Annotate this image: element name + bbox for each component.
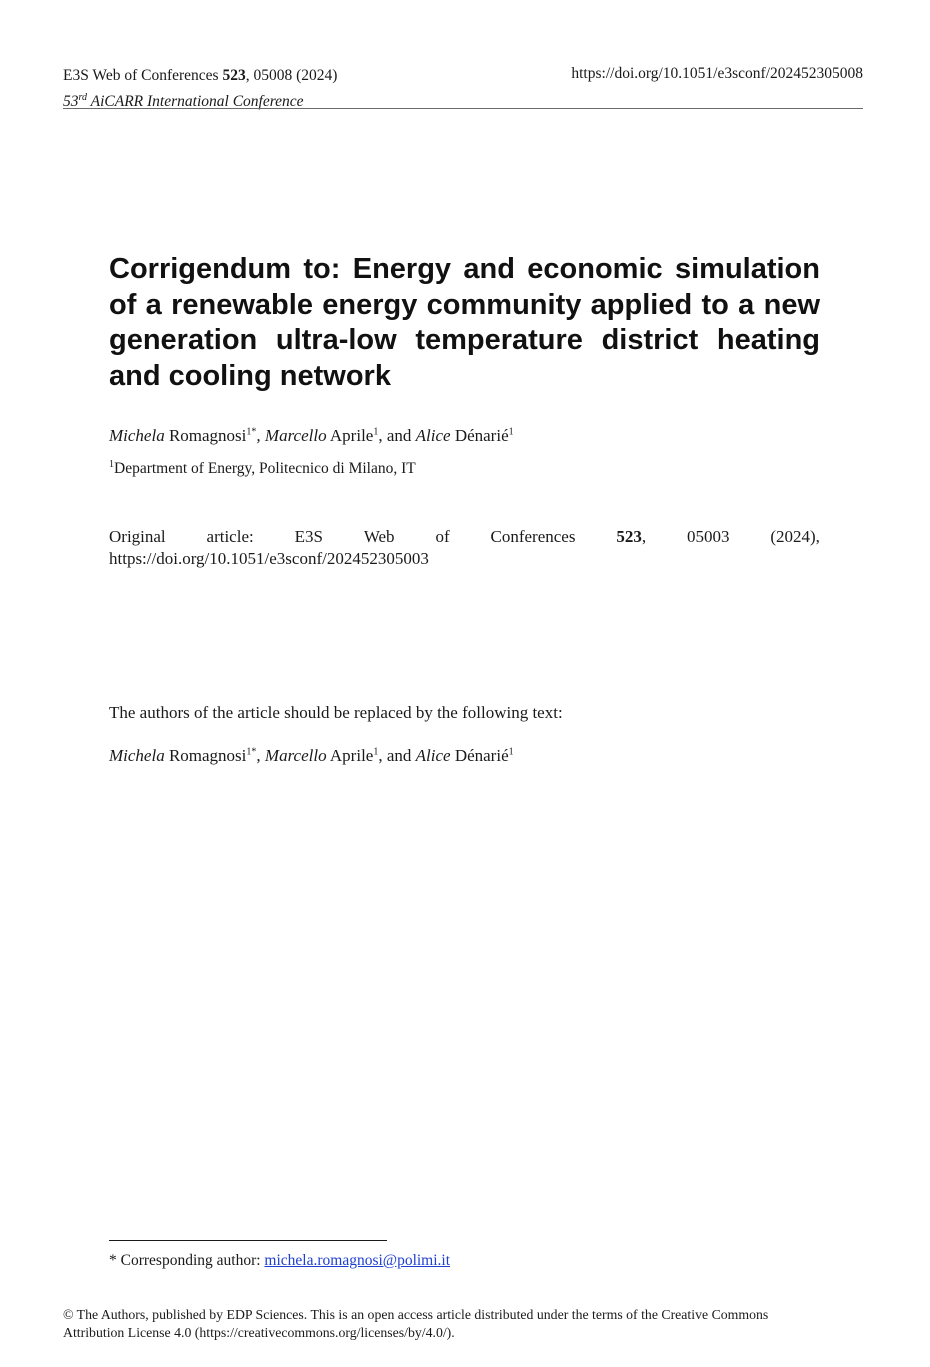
- author-list: Michela Romagnosi$^{1*}$, Marcello Aprile$^1$, and Alice Dénarié$^1$: [109, 426, 514, 445]
- affiliation: $^1$Department of Energy, Politecnico di Milano, IT: [109, 458, 416, 477]
- author-last-name: Dénarié: [450, 426, 509, 445]
- original-article-doi-link[interactable]: https://doi.org/10.1051/e3sconf/202452305003: [109, 549, 429, 568]
- original-article-reference: Original article: E3S Web of Conferences 523, 05003 (2024), https://doi.org/10.1051/e3sconf/202452305003: [109, 527, 820, 568]
- corrected-author-list: Michela Romagnosi$^{1*}$, Marcello Aprile$^1$, and Alice Dénarié$^1$: [109, 746, 514, 765]
- author-last-name: Aprile: [326, 426, 374, 445]
- corresponding-email-link[interactable]: michela.romagnosi@polimi.it: [264, 1252, 451, 1269]
- running-header: [63, 65, 337, 113]
- header-divider: [63, 108, 863, 109]
- author-first-name: Alice: [415, 426, 451, 445]
- footnote-divider: [109, 1240, 387, 1241]
- header-doi-link[interactable]: https://doi.org/10.1051/e3sconf/202452305008: [571, 65, 863, 82]
- conference-name: 53rd AiCARR International Conference: [63, 92, 304, 111]
- journal-citation: E3S Web of Conferences 523, 05008 (2024): [63, 67, 338, 84]
- author-first-name: Marcello: [264, 426, 327, 445]
- author-first-name: Michela: [109, 426, 165, 445]
- license-notice: © The Authors, published by EDP Sciences. This is an open access article distributed under the terms of the Creative Commons Attribution License 4.0 (https://creativecommons.org/licenses/by/4.0/).: [63, 1307, 769, 1340]
- author-last-name: Romagnosi: [164, 426, 247, 445]
- body-paragraph: The authors of the article should be replaced by the following text:: [109, 703, 563, 722]
- article-title: Corrigendum to: Energy and economic simulation of a renewable energy community applied to a new generation ultra-low temperature district heating and cooling network: [109, 253, 820, 392]
- footnote: * Corresponding author: michela.romagnosi@polimi.it: [109, 1252, 451, 1269]
